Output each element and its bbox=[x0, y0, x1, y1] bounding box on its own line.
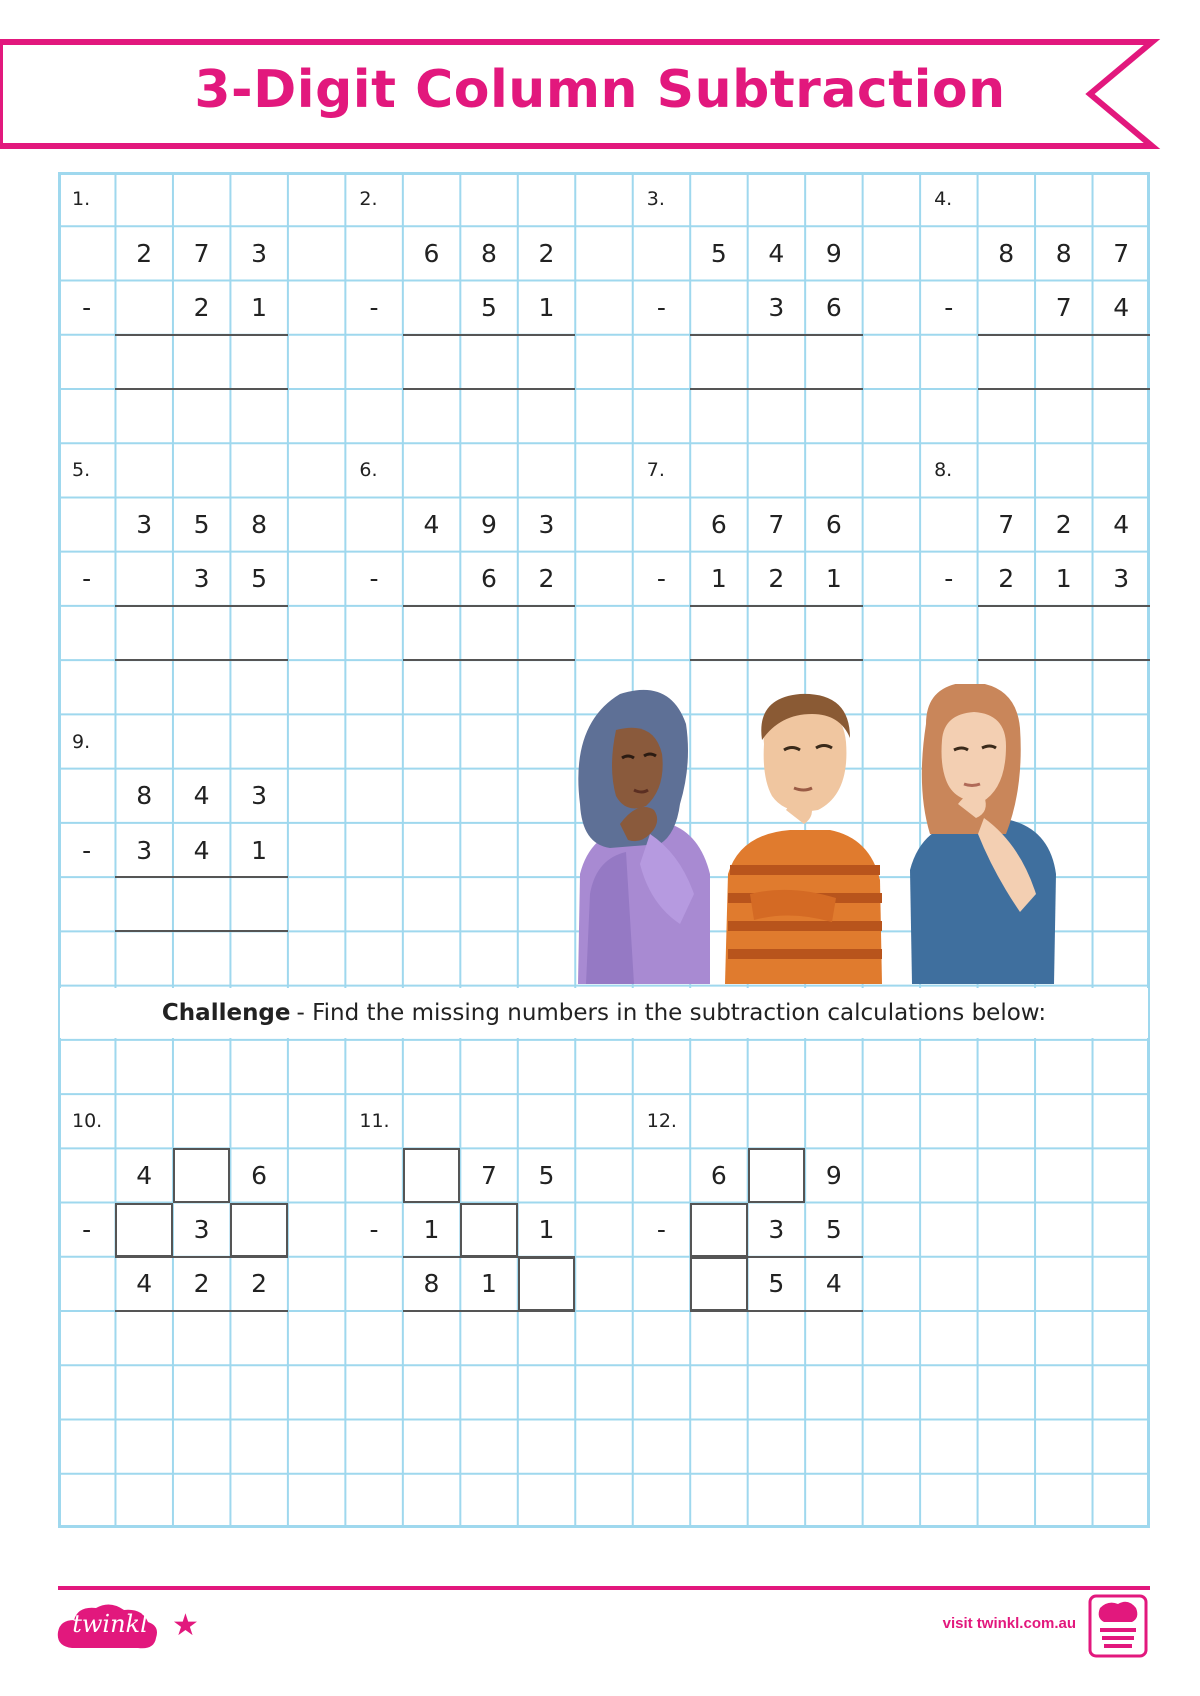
digit: 5 bbox=[768, 1269, 785, 1299]
digit bbox=[978, 280, 1035, 334]
answer-underline bbox=[403, 1256, 575, 1258]
digit: 2 bbox=[998, 564, 1015, 594]
digit: 3 bbox=[251, 238, 268, 268]
digit: 3 bbox=[193, 1215, 210, 1245]
digit: 9 bbox=[825, 1160, 842, 1190]
digit: 3 bbox=[136, 835, 153, 865]
digit: 3 bbox=[768, 1215, 785, 1245]
quality-approved-badge-icon bbox=[1088, 1594, 1148, 1658]
minus-sign: - bbox=[82, 1215, 92, 1245]
answer-underline bbox=[115, 388, 287, 390]
minus-sign: - bbox=[369, 564, 379, 594]
question-number: 2. bbox=[359, 188, 378, 211]
digit: 4 bbox=[136, 1160, 153, 1190]
answer-underline bbox=[115, 1310, 287, 1312]
question-number: 4. bbox=[934, 188, 953, 211]
minus-sign: - bbox=[369, 1215, 379, 1245]
digit: 2 bbox=[136, 238, 153, 268]
digit: 8 bbox=[251, 510, 268, 540]
digit: 5 bbox=[481, 293, 497, 323]
missing-number-box[interactable] bbox=[230, 1203, 287, 1257]
question-number: 3. bbox=[646, 188, 665, 211]
question-number: 10. bbox=[72, 1110, 103, 1133]
digit: 1 bbox=[423, 1215, 440, 1245]
answer-underline bbox=[978, 388, 1150, 390]
minus-sign: - bbox=[944, 293, 954, 323]
digit: 3 bbox=[193, 564, 210, 594]
digit: 4 bbox=[423, 510, 440, 540]
minus-sign: - bbox=[656, 293, 666, 323]
question-number: 8. bbox=[934, 459, 953, 482]
digit: 6 bbox=[481, 564, 497, 594]
digit: 2 bbox=[538, 564, 555, 594]
question-number: 1. bbox=[72, 188, 91, 211]
question-number: 5. bbox=[72, 459, 91, 482]
digit: 7 bbox=[768, 510, 785, 540]
missing-number-box[interactable] bbox=[690, 1203, 747, 1257]
children-thinking-illustration bbox=[550, 684, 1090, 984]
answer-underline bbox=[978, 659, 1150, 661]
digit bbox=[115, 552, 172, 606]
minus-sign: - bbox=[656, 1215, 666, 1245]
minus-sign: - bbox=[369, 293, 379, 323]
digit: 4 bbox=[193, 835, 210, 865]
digit: 8 bbox=[998, 238, 1015, 268]
answer-underline bbox=[403, 605, 575, 607]
digit: 1 bbox=[251, 835, 268, 865]
missing-number-box[interactable] bbox=[460, 1203, 517, 1257]
answer-underline bbox=[690, 388, 862, 390]
challenge-text: - Find the missing numbers in the subtraction calculations below: bbox=[296, 999, 1047, 1026]
minus-sign: - bbox=[82, 835, 92, 865]
digit: 7 bbox=[193, 238, 210, 268]
missing-number-box[interactable] bbox=[403, 1148, 460, 1202]
digit bbox=[690, 280, 747, 334]
digit: 8 bbox=[1055, 238, 1072, 268]
worksheet-grid bbox=[58, 172, 1150, 1528]
answer-underline bbox=[115, 1256, 287, 1258]
digit: 4 bbox=[193, 781, 210, 811]
digit: 6 bbox=[710, 1160, 727, 1190]
digit bbox=[403, 280, 460, 334]
digit: 7 bbox=[481, 1160, 497, 1190]
digit: 1 bbox=[710, 564, 727, 594]
answer-underline bbox=[690, 334, 862, 336]
digit: 2 bbox=[538, 238, 555, 268]
missing-number-box[interactable] bbox=[690, 1257, 747, 1311]
digit: 9 bbox=[825, 238, 842, 268]
minus-sign: - bbox=[82, 293, 92, 323]
digit: 7 bbox=[998, 510, 1015, 540]
answer-underline bbox=[690, 1310, 862, 1312]
answer-underline bbox=[690, 659, 862, 661]
digit: 8 bbox=[136, 781, 153, 811]
digit: 3 bbox=[1113, 564, 1130, 594]
digit: 2 bbox=[193, 1269, 210, 1299]
twinkl-logo-text: twinkl bbox=[72, 1610, 148, 1638]
missing-number-box[interactable] bbox=[518, 1257, 575, 1311]
answer-underline bbox=[115, 930, 287, 932]
digit: 4 bbox=[825, 1269, 842, 1299]
answer-underline bbox=[690, 1256, 862, 1258]
digit: 5 bbox=[710, 238, 727, 268]
digit bbox=[403, 552, 460, 606]
answer-underline bbox=[115, 334, 287, 336]
question-number: 6. bbox=[359, 459, 378, 482]
minus-sign: - bbox=[944, 564, 954, 594]
digit: 2 bbox=[251, 1269, 268, 1299]
digit: 5 bbox=[251, 564, 268, 594]
digit: 4 bbox=[1113, 510, 1130, 540]
digit: 2 bbox=[193, 293, 210, 323]
missing-number-box[interactable] bbox=[748, 1148, 805, 1202]
digit: 4 bbox=[136, 1269, 153, 1299]
footer-divider bbox=[58, 1586, 1150, 1590]
digit: 5 bbox=[538, 1160, 555, 1190]
answer-underline bbox=[978, 334, 1150, 336]
page-title: 3-Digit Column Subtraction bbox=[194, 60, 1006, 120]
digit: 3 bbox=[251, 781, 268, 811]
footer-link[interactable]: visit twinkl.com.au bbox=[942, 1615, 1076, 1632]
digit: 6 bbox=[825, 510, 842, 540]
minus-sign: - bbox=[656, 564, 666, 594]
digit: 1 bbox=[1055, 564, 1072, 594]
answer-underline bbox=[115, 605, 287, 607]
answer-underline bbox=[115, 876, 287, 878]
digit: 4 bbox=[768, 238, 785, 268]
digit: 1 bbox=[481, 1269, 497, 1299]
missing-number-box[interactable] bbox=[173, 1148, 230, 1202]
answer-underline bbox=[978, 605, 1150, 607]
digit: 3 bbox=[136, 510, 153, 540]
digit: 7 bbox=[1113, 238, 1130, 268]
question-number: 7. bbox=[646, 459, 665, 482]
digit: 6 bbox=[710, 510, 727, 540]
question-number: 11. bbox=[359, 1110, 390, 1133]
digit: 6 bbox=[423, 238, 440, 268]
digit: 2 bbox=[768, 564, 785, 594]
question-number: 12. bbox=[646, 1110, 677, 1133]
digit: 7 bbox=[1055, 293, 1072, 323]
digit: 6 bbox=[825, 293, 842, 323]
digit: 2 bbox=[1055, 510, 1072, 540]
digit: 5 bbox=[825, 1215, 842, 1245]
digit: 1 bbox=[538, 293, 555, 323]
answer-underline bbox=[403, 388, 575, 390]
digit: 1 bbox=[825, 564, 842, 594]
answer-underline bbox=[403, 1310, 575, 1312]
challenge-lead: Challenge bbox=[161, 999, 291, 1026]
digit: 4 bbox=[1113, 293, 1130, 323]
digit: 9 bbox=[481, 510, 497, 540]
star-icon: ★ bbox=[172, 1608, 199, 1643]
digit: 5 bbox=[193, 510, 210, 540]
digit: 1 bbox=[538, 1215, 555, 1245]
digit: 3 bbox=[538, 510, 555, 540]
challenge-instruction bbox=[60, 988, 1148, 1038]
answer-underline bbox=[403, 334, 575, 336]
digit: 1 bbox=[251, 293, 268, 323]
digit bbox=[115, 280, 172, 334]
answer-underline bbox=[115, 659, 287, 661]
answer-underline bbox=[403, 659, 575, 661]
question-number: 9. bbox=[72, 730, 91, 753]
digit: 8 bbox=[481, 238, 497, 268]
minus-sign: - bbox=[82, 564, 92, 594]
digit: 6 bbox=[251, 1160, 268, 1190]
digit: 3 bbox=[768, 293, 785, 323]
missing-number-box[interactable] bbox=[115, 1203, 172, 1257]
digit: 8 bbox=[423, 1269, 440, 1299]
answer-underline bbox=[690, 605, 862, 607]
